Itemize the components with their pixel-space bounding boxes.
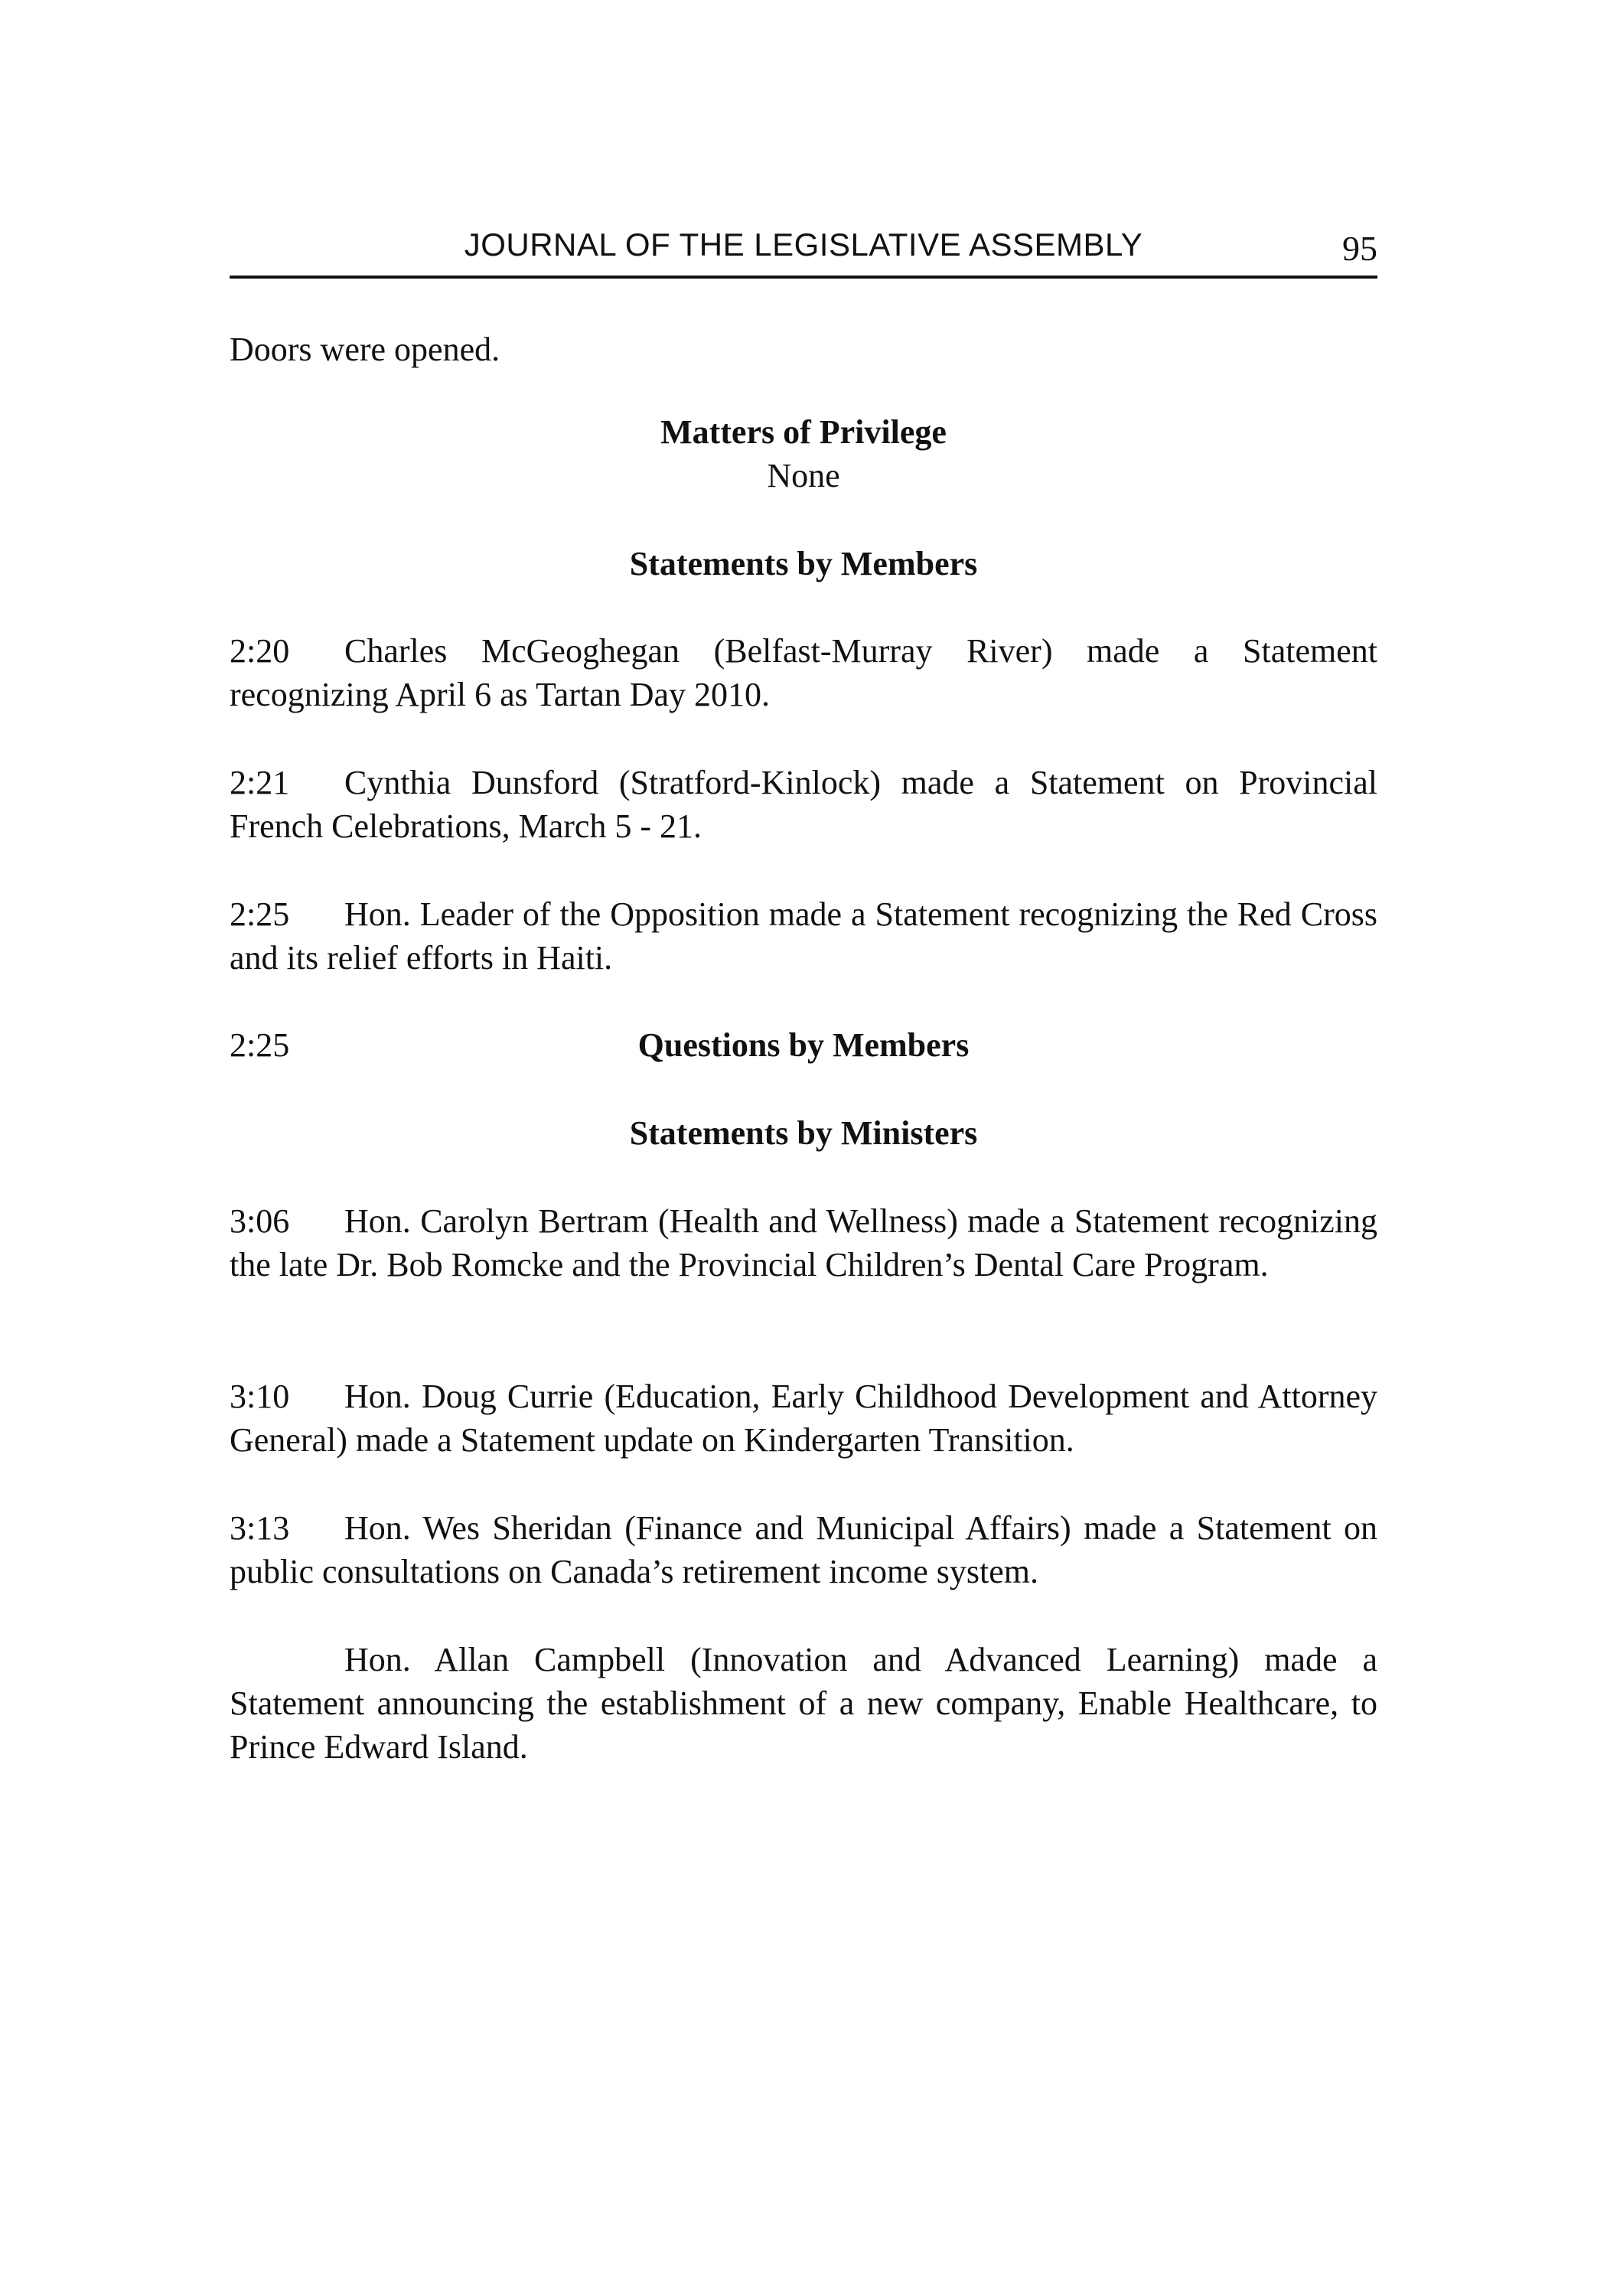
opening-line xyxy=(230,328,1377,371)
entry-text: Hon. Carolyn Bertram (Health and Wellness) made a Statement recognizing the late Dr. Bob Romcke and the Provincial Children’s Dental Care Program. xyxy=(230,1202,1377,1283)
entry-time: 3:13 xyxy=(230,1509,290,1547)
minister-statement-entry xyxy=(230,1199,1377,1287)
member-statement-entry xyxy=(230,629,1377,716)
privilege-heading: Matters of Privilege xyxy=(660,413,947,451)
minister-statement-entry xyxy=(230,1638,1377,1769)
entry-time: 2:25 xyxy=(230,895,290,933)
running-header xyxy=(230,222,1377,279)
entry-time: 2:21 xyxy=(230,764,290,801)
entry-time: 2:20 xyxy=(230,632,290,670)
ministers-statements-heading: Statements by Ministers xyxy=(629,1114,978,1152)
questions-heading: Questions by Members xyxy=(637,1026,970,1064)
minister-statement-entry xyxy=(230,1506,1377,1593)
member-statement-entry xyxy=(230,761,1377,848)
members-statements-heading: Statements by Members xyxy=(629,545,978,582)
opening-text: Doors were opened. xyxy=(230,331,500,368)
entry-text: Charles McGeoghegan (Belfast-Murray River) made a Statement recognizing April 6 as Tartan Day 2010. xyxy=(230,632,1377,713)
privilege-note: None xyxy=(767,457,840,494)
journal-page xyxy=(230,0,1377,2296)
page-number: 95 xyxy=(1342,229,1377,268)
entry-text: Hon. Doug Currie (Education, Early Childhood Development and Attorney General) made a Statement update on Kindergarten Transition. xyxy=(230,1378,1377,1459)
entry-text: Hon. Leader of the Opposition made a Statement recognizing the Red Cross and its relief efforts in Haiti. xyxy=(230,895,1377,977)
entry-time: 3:10 xyxy=(230,1378,290,1415)
entry-text: Hon. Wes Sheridan (Finance and Municipal Affairs) made a Statement on public consultations on Canada’s retirement income system. xyxy=(230,1509,1377,1590)
entry-text: Hon. Allan Campbell (Innovation and Advanced Learning) made a Statement announcing the establishment of a new company, Enable Healthcare, to Prince Edward Island. xyxy=(230,1641,1377,1766)
journal-title: JOURNAL OF THE LEGISLATIVE ASSEMBLY xyxy=(464,227,1143,263)
minister-statement-entry xyxy=(230,1375,1377,1462)
questions-time: 2:25 xyxy=(230,1026,290,1064)
entry-time: 3:06 xyxy=(230,1202,290,1240)
member-statement-entry xyxy=(230,892,1377,980)
entry-text: Cynthia Dunsford (Stratford-Kinlock) made a Statement on Provincial French Celebrations, March 5 - 21. xyxy=(230,764,1377,845)
